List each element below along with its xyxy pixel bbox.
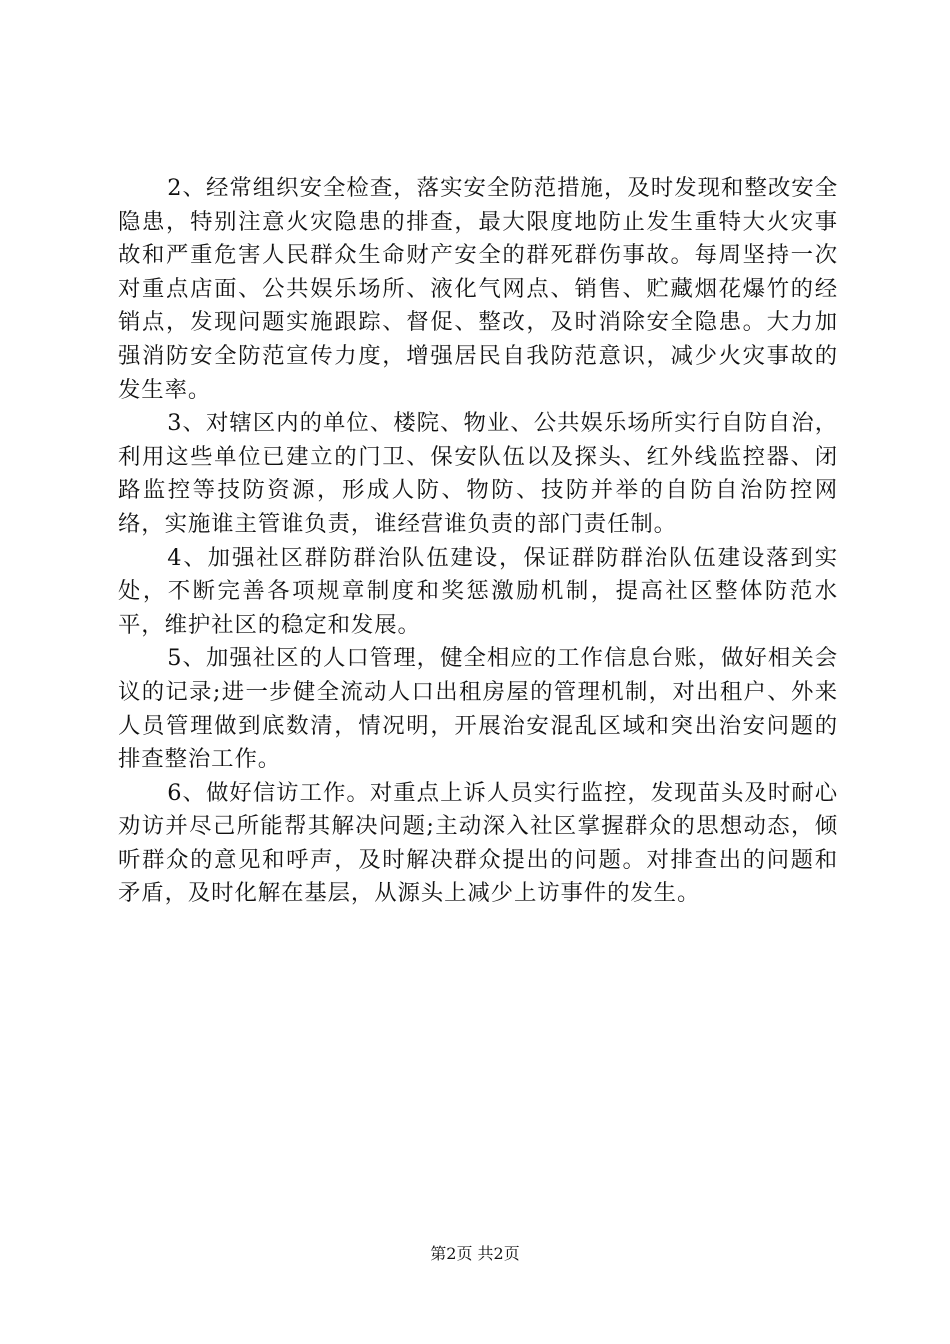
paragraph-item-4: 4、加强社区群防群治队伍建设，保证群防群治队伍建设落到实处，不断完善各项规章制度和奖惩激励机制，提高社区整体防范水平，维护社区的稳定和发展。	[118, 544, 838, 638]
paragraph-item-6: 6、做好信访工作。对重点上诉人员实行监控，发现苗头及时耐心劝访并尽己所能帮其解决问题;主动深入社区掌握群众的思想动态，倾听群众的意见和呼声，及时解决群众提出的问题。对排查出的问题和矛盾，及时化解在基层，从源头上减少上访事件的发生。	[118, 779, 838, 907]
document-body	[118, 172, 838, 911]
paragraph-item-3: 3、对辖区内的单位、楼院、物业、公共娱乐场所实行自防自治，利用这些单位已建立的门卫、保安队伍以及探头、红外线监控器、闭路监控等技防资源，形成人防、物防、技防并举的自防自治防控网络，实施谁主管谁负责，谁经营谁负责的部门责任制。	[118, 410, 838, 537]
paragraph-item-5: 5、加强社区的人口管理，健全相应的工作信息台账，做好相关会议的记录;进一步健全流动人口出租房屋的管理机制，对出租户、外来人员管理做到底数清，情况明，开展治安混乱区域和突出治安问题的排查整治工作。	[118, 645, 838, 773]
page-number-footer: 第2页 共2页	[430, 1244, 520, 1263]
paragraph-item-2: 2、经常组织安全检查，落实安全防范措施，及时发现和整改安全隐患，特别注意火灾隐患的排查，最大限度地防止发生重特大火灾事故和严重危害人民群众生命财产安全的群死群伤事故。每周坚持一次对重点店面、公共娱乐场所、液化气网点、销售、贮藏烟花爆竹的经销点，发现问题实施跟踪、督促、整改，及时消除安全隐患。大力加强消防安全防范宣传力度，增强居民自我防范意识，减少火灾事故的发生率。	[118, 175, 838, 403]
